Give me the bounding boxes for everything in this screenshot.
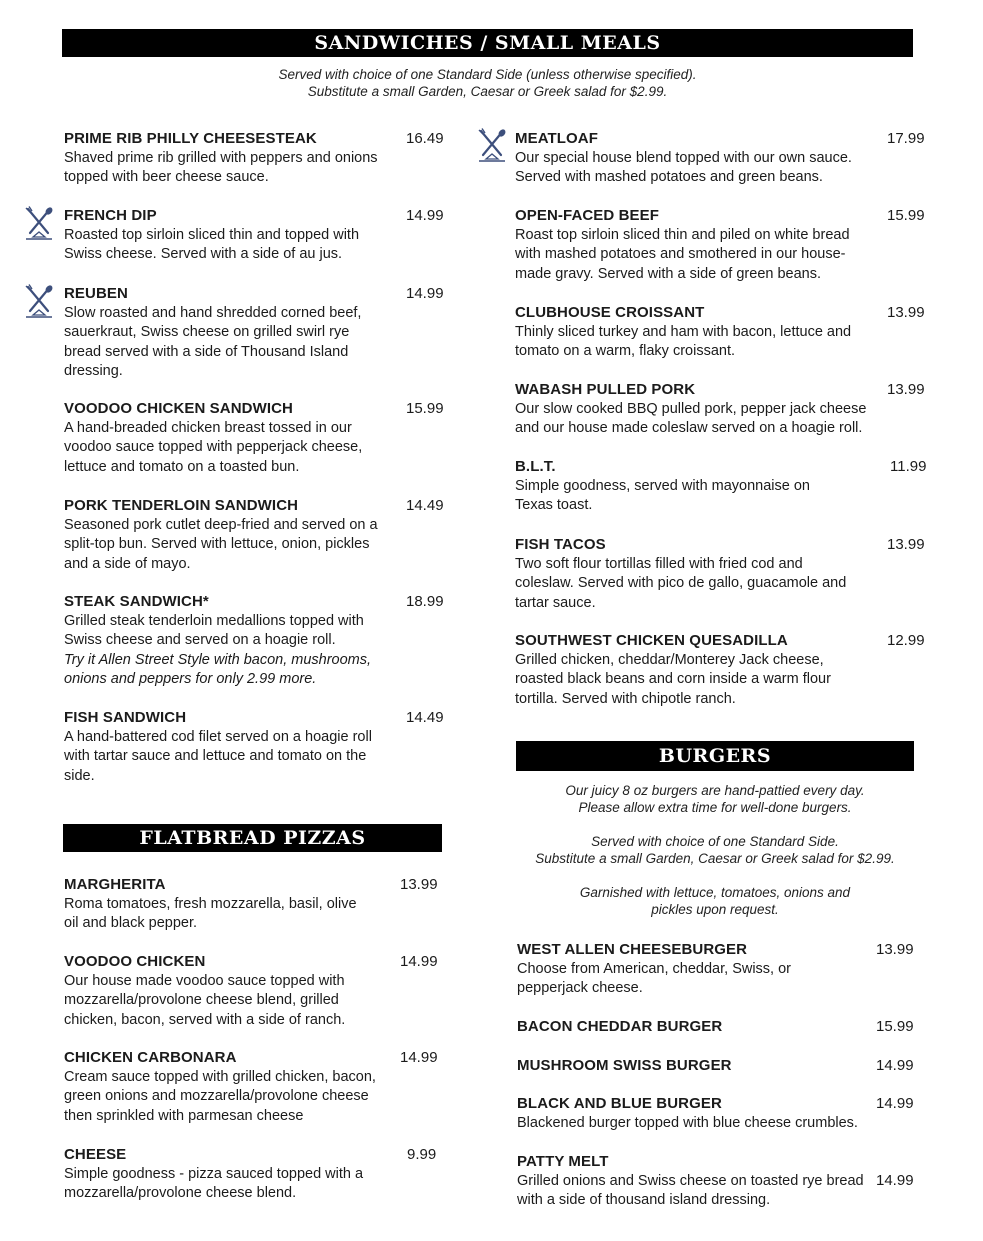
intro-line: Served with choice of one Standard Side (unless otherwise specified). xyxy=(278,67,697,82)
menu-item xyxy=(517,1152,867,1211)
fork-knife-house-icon xyxy=(477,128,507,164)
item-price: 15.99 xyxy=(876,1018,914,1035)
fork-knife-house-icon xyxy=(24,284,54,320)
item-description: Roast top sirloin sliced thin and piled on white bread with mashed potatoes and smothered in our house-made gravy. Served with a side of green beans. xyxy=(515,226,850,282)
item-name: WEST ALLEN CHEESEBURGER xyxy=(517,941,748,958)
item-name: MEATLOAF xyxy=(515,130,599,147)
item-price: 11.99 xyxy=(890,458,927,475)
item-description: Cream sauce topped with grilled chicken, bacon, green onions and mozzarella/provolone cheese then sprinkled with parmesan cheese xyxy=(64,1068,376,1124)
item-description: Simple goodness - pizza sauced topped with a mozzarella/provolone cheese blend. xyxy=(64,1165,364,1201)
intro-line: Garnished with lettuce, tomatoes, onions and xyxy=(579,885,851,900)
intro-line: Substitute a small Garden, Caesar or Greek salad for $2.99. xyxy=(307,84,668,99)
item-name: FISH TACOS xyxy=(515,536,606,553)
menu-item xyxy=(64,1145,364,1204)
item-name: CHICKEN CARBONARA xyxy=(64,1049,237,1066)
menu-item xyxy=(515,303,855,362)
menu-item xyxy=(517,1017,857,1037)
menu-item xyxy=(64,708,379,786)
item-description: Grilled chicken, cheddar/Monterey Jack cheese, roasted black beans and corn inside a warm flour tortilla. Served with chipotle ranch. xyxy=(515,651,831,707)
menu-item xyxy=(64,496,379,574)
menu-item xyxy=(64,952,364,1030)
item-name: FRENCH DIP xyxy=(64,207,157,224)
menu-item xyxy=(64,399,364,477)
item-name: CHEESE xyxy=(64,1146,127,1163)
menu-item xyxy=(64,875,374,934)
menu-item xyxy=(517,1056,857,1076)
item-price: 14.99 xyxy=(876,1057,914,1074)
item-price: 13.99 xyxy=(400,876,438,893)
item-name: B.L.T. xyxy=(515,458,556,475)
item-name: STEAK SANDWICH* xyxy=(64,593,209,610)
item-price: 17.99 xyxy=(887,130,925,147)
burgers-intro xyxy=(506,782,924,918)
item-name: CLUBHOUSE CROISSANT xyxy=(515,304,705,321)
item-name: BLACK AND BLUE BURGER xyxy=(517,1095,722,1112)
menu-item xyxy=(515,206,855,284)
menu-item xyxy=(64,129,384,188)
item-price: 18.99 xyxy=(406,593,444,610)
item-price: 14.99 xyxy=(400,1049,438,1066)
item-price: 14.99 xyxy=(876,1172,914,1189)
item-description: A hand-breaded chicken breast tossed in our voodoo sauce topped with pepperjack cheese, lettuce and tomato on a toasted bun. xyxy=(64,419,363,475)
menu-item xyxy=(515,631,840,709)
menu-item xyxy=(64,206,374,265)
item-price: 15.99 xyxy=(887,207,925,224)
intro-line: Please allow extra time for well-done burgers. xyxy=(578,800,852,815)
item-price: 13.99 xyxy=(887,536,925,553)
item-description: Slow roasted and hand shredded corned beef, sauerkraut, Swiss cheese on grilled swirl rye bread served with a side of Thousand Island dressing. xyxy=(64,304,362,379)
intro-line: Our juicy 8 oz burgers are hand-pattied every day. xyxy=(565,783,865,798)
item-name: SOUTHWEST CHICKEN QUESADILLA xyxy=(515,632,788,649)
item-description: Shaved prime rib grilled with peppers and onions topped with beer cheese sauce. xyxy=(64,149,378,185)
item-price: 13.99 xyxy=(887,304,925,321)
item-name: VOODOO CHICKEN xyxy=(64,953,206,970)
item-price: 14.49 xyxy=(406,709,444,726)
menu-item xyxy=(64,1048,379,1126)
item-description: Roasted top sirloin sliced thin and topped with Swiss cheese. Served with a side of au jus. xyxy=(64,226,360,262)
item-name: REUBEN xyxy=(64,285,128,302)
item-name: OPEN-FACED BEEF xyxy=(515,207,660,224)
item-note: Try it Allen Street Style with bacon, mushrooms, onions and peppers for only 2.99 more. xyxy=(64,651,372,687)
sandwiches-intro xyxy=(62,66,913,100)
item-description: Simple goodness, served with mayonnaise on Texas toast. xyxy=(515,477,810,513)
item-name: FISH SANDWICH xyxy=(64,709,187,726)
item-price: 12.99 xyxy=(887,632,925,649)
item-name: WABASH PULLED PORK xyxy=(515,381,696,398)
item-price: 15.99 xyxy=(406,400,444,417)
menu-item xyxy=(517,940,817,999)
item-description: Grilled onions and Swiss cheese on toasted rye bread with a side of thousand island dressing. xyxy=(517,1172,864,1208)
menu-item xyxy=(517,1094,872,1133)
item-description: Grilled steak tenderloin medallions topped with Swiss cheese and served on a hoagie roll. xyxy=(64,612,364,648)
item-description: Roma tomatoes, fresh mozzarella, basil, olive oil and black pepper. xyxy=(64,895,357,931)
item-name: VOODOO CHICKEN SANDWICH xyxy=(64,400,293,417)
item-description: Thinly sliced turkey and ham with bacon, lettuce and tomato on a warm, flaky croissant. xyxy=(515,323,852,359)
flatbread-banner: FLATBREAD PIZZAS xyxy=(63,824,442,852)
intro-line: Substitute a small Garden, Caesar or Greek salad for $2.99. xyxy=(535,851,895,866)
menu-item xyxy=(515,535,855,613)
intro-line: pickles upon request. xyxy=(651,902,779,917)
item-price: 14.99 xyxy=(876,1095,914,1112)
item-description: Our slow cooked BBQ pulled pork, pepper jack cheese and our house made coleslaw served on a hoagie roll. xyxy=(515,400,867,436)
item-price: 14.99 xyxy=(406,207,444,224)
item-name: PRIME RIB PHILLY CHEESESTEAK xyxy=(64,130,317,147)
item-price: 14.49 xyxy=(406,497,444,514)
item-name: MUSHROOM SWISS BURGER xyxy=(517,1057,732,1074)
item-description: Our house made voodoo sauce topped with mozzarella/provolone cheese blend, grilled chicken, bacon, served with a side of ranch. xyxy=(64,972,346,1028)
menu-item xyxy=(515,380,870,439)
item-description: Blackened burger topped with blue cheese crumbles. xyxy=(517,1114,858,1131)
menu-item xyxy=(64,592,379,690)
menu-item xyxy=(515,457,815,516)
fork-knife-house-icon xyxy=(24,206,54,242)
item-description: A hand-battered cod filet served on a hoagie roll with tartar sauce and lettuce and tomato on the side. xyxy=(64,728,372,784)
item-price: 14.99 xyxy=(406,285,444,302)
sandwiches-banner: SANDWICHES / SMALL MEALS xyxy=(62,29,913,57)
item-price: 9.99 xyxy=(407,1146,437,1163)
item-price: 14.99 xyxy=(400,953,438,970)
item-name: PORK TENDERLOIN SANDWICH xyxy=(64,497,299,514)
intro-line: Served with choice of one Standard Side. xyxy=(591,834,839,849)
menu-item xyxy=(64,284,364,382)
item-description: Our special house blend topped with our own sauce. Served with mashed potatoes and green beans. xyxy=(515,149,852,185)
item-price: 13.99 xyxy=(887,381,925,398)
item-name: PATTY MELT xyxy=(517,1153,609,1170)
item-description: Two soft flour tortillas filled with fried cod and coleslaw. Served with pico de gallo, guacamole and tartar sauce. xyxy=(515,555,847,611)
item-name: BACON CHEDDAR BURGER xyxy=(517,1018,723,1035)
item-description: Seasoned pork cutlet deep-fried and served on a split-top bun. Served with lettuce, onion, pickles and a side of mayo. xyxy=(64,516,378,572)
item-price: 13.99 xyxy=(876,941,914,958)
item-name: MARGHERITA xyxy=(64,876,166,893)
item-price: 16.49 xyxy=(406,130,444,147)
burgers-banner: BURGERS xyxy=(516,741,914,771)
menu-item xyxy=(515,129,860,188)
item-description: Choose from American, cheddar, Swiss, or pepperjack cheese. xyxy=(517,960,792,996)
